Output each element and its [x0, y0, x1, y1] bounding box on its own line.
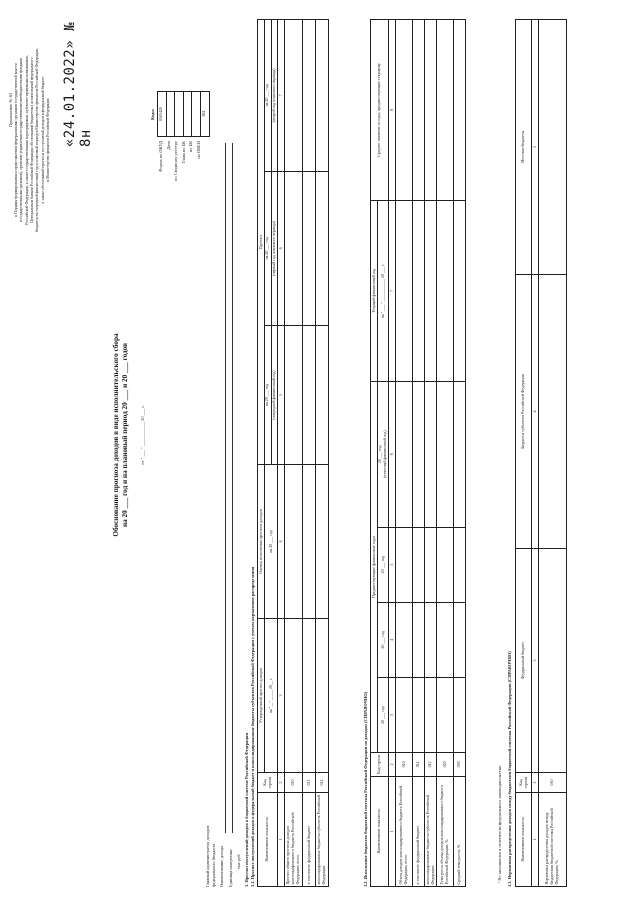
cell-text: Текущий финансовый год	[370, 268, 376, 313]
cell-text: Среднее значение за годы, предшествующие текущему	[376, 63, 382, 157]
table-row	[437, 20, 454, 887]
code-cell	[166, 92, 175, 137]
column-number: 4	[277, 540, 283, 543]
row-code: 020	[441, 761, 447, 768]
column-number: 8	[388, 109, 394, 111]
column-number: 7	[388, 289, 394, 292]
row-name: Нормативы распределения доходов между бюджетами бюджетной системы Российской Федерации, %	[544, 808, 559, 885]
execution-table	[370, 19, 466, 887]
form-subtitle: на 20 ___ год и на плановый период 20 ___ и 20 ___ годов	[121, 343, 129, 527]
column-number: 6	[388, 453, 394, 456]
code-label: по БК	[188, 141, 194, 153]
stamp-date: «24.01.2022» № 8н	[62, 21, 94, 147]
cell-text: Наименование показателя	[264, 817, 270, 862]
column-number: 5	[277, 393, 283, 396]
cell-text: Федеральный бюджет	[520, 641, 526, 680]
table-row	[316, 20, 329, 887]
form-date-line: от " ___ " ___________ 20 ___ г.	[140, 405, 145, 465]
cell-text: Утвержденный прогноз доходов	[257, 668, 263, 723]
codes-row	[192, 92, 201, 137]
cell-text: Местные бюджеты	[520, 130, 526, 164]
column-number: 1	[277, 838, 283, 841]
cell-text: на 20 ___ год	[264, 84, 270, 107]
section-1-1-title: 1.1. Прогноз поступлений доходов в федеральный бюджет и консолидированные бюджеты субъектов Российской Федерации с учетом нормативов распределения	[250, 566, 255, 887]
column-number: 1	[388, 830, 394, 833]
row-code: 011	[415, 761, 421, 768]
cell-text: Код строки	[376, 754, 382, 774]
row-code: 010	[548, 779, 554, 786]
table-row	[425, 20, 437, 887]
header-field-label: Главный администратор доходов	[205, 825, 210, 887]
appendix-number: Приложение № 63	[8, 92, 13, 128]
row-name: Темп роста объема доходов консолидированного бюджета Российской Федерации, %	[439, 785, 450, 885]
column-number: 4	[388, 638, 394, 641]
row-code: 010	[400, 761, 406, 768]
cell-text: Прогноз	[257, 234, 263, 250]
column-number: 2	[388, 763, 394, 766]
codes-row	[166, 92, 175, 137]
codes-header: Коды	[150, 109, 155, 120]
cell-text: (очередной финансовый год)	[271, 370, 277, 420]
appendix-line: Российской Федерации, а также государственными корпорациями, публично-правовыми компаниями,	[24, 55, 29, 225]
codes-row	[200, 92, 209, 137]
appendix-line: бюджета на очередной финансовый год и плановый период в Министерство финансов Российской Федерации,	[35, 48, 40, 232]
cell-text: (второй год планового периода)	[271, 68, 277, 123]
table-row	[454, 20, 466, 887]
codes-row	[175, 92, 184, 137]
norms-table	[515, 19, 567, 887]
row-name: консолидированные бюджеты субъектов Российской Федерации	[316, 794, 327, 885]
code-cell	[192, 92, 201, 137]
footnote: ¹ Не заполняется в отчетности федерального законодательства.	[497, 765, 502, 883]
column-number: 5	[531, 146, 537, 148]
codes-row	[183, 92, 192, 137]
column-number: 2	[531, 781, 537, 784]
column-number: 3	[277, 694, 283, 697]
cell-text: на " ___ " ___________ 20 ___ г.	[379, 263, 385, 319]
code-label: Форма по ОКУД	[158, 141, 163, 172]
row-name: Прогноз общего прогноза доходов консолидированного бюджета Российской Федерации, всего	[285, 812, 301, 885]
appendix-line: к Порядку формирования и представления федеральными органами государственной власти	[14, 63, 18, 217]
code-cell	[158, 92, 167, 137]
section-1-3-title: 1.3. Нормативы распределения доходов между бюджетами бюджетной системы Российской Федерации (СПРАВОЧНО)	[507, 651, 512, 887]
table-row	[303, 20, 316, 887]
row-code: 012	[318, 779, 324, 786]
appendix-line: а также обоснований прогноза поступлений доходов в федеральный бюджет	[40, 76, 45, 204]
cell-text: Наименование показателя	[520, 817, 526, 862]
cell-text: на "__" _____ 20__ г.	[267, 677, 273, 714]
row-name: Средний темп роста, %	[456, 844, 462, 885]
header-field-line	[232, 143, 233, 833]
column-number: 5	[388, 563, 394, 566]
cell-text: Код строки	[517, 776, 528, 789]
code-value: 0505420	[158, 107, 164, 121]
column-number: 7	[277, 94, 283, 97]
code-cell	[175, 92, 184, 137]
header-field-label: Единица измерения:	[228, 848, 233, 887]
row-name: консолидированные бюджеты субъектов Российской Федерации	[424, 794, 435, 885]
codes-row	[158, 92, 167, 137]
cell-text: (первый год планового периода)	[271, 220, 277, 276]
table-row	[413, 20, 425, 887]
unit-value: тыс.руб	[236, 854, 241, 869]
cell-text: (отчетный финансовый год)	[382, 430, 388, 479]
appendix-line: (государственными органами), органами управления государственными внебюджетными фондами	[19, 58, 24, 222]
column-number: 3	[531, 659, 537, 662]
forecast-table	[257, 19, 329, 887]
row-name: Объем доходов консолидированного бюджета Российской Федерации, всего	[398, 785, 409, 885]
cell-text: на 20 ___ год	[264, 383, 270, 407]
cell-text: на 20 ___ год	[264, 237, 270, 260]
section-1-2-title: 1.2. Исполнение бюджетов бюджетной системы Российской Федерации по доходам (СПРАВОЧНО)	[363, 691, 368, 887]
code-cell	[200, 92, 209, 137]
table-row	[538, 20, 566, 887]
header-field-label: Наименование дохода	[219, 845, 224, 887]
cell-text: 20 ___ год	[379, 706, 385, 724]
code-label: по Сводному реестру	[173, 141, 179, 181]
row-code: 011	[305, 779, 311, 786]
codes-table	[157, 91, 210, 137]
row-code: 012	[427, 761, 433, 768]
appendix-line: в Министерство финансов Российской Федерации	[45, 98, 50, 182]
code-label: Дата	[165, 141, 171, 150]
code-cell	[183, 92, 192, 137]
column-number: 3	[388, 714, 394, 717]
row-code: 030	[456, 761, 462, 768]
form-title: Обоснование прогноза доходов в виде исполнительского сбора	[112, 333, 120, 537]
cell-text: 20 ___ год	[377, 445, 383, 463]
column-number: 6	[277, 247, 283, 250]
cell-text: Оценка исполнения прогноза доходов	[257, 509, 263, 574]
code-label: по ОКЕИ	[196, 141, 201, 159]
row-code: 010	[290, 779, 296, 786]
appendix-line: Центральным банком Российской Федерации обоснований бюджетных ассигнований федерального	[29, 57, 34, 223]
code-value: 384	[201, 111, 207, 117]
column-number: 1	[531, 838, 537, 841]
cell-text: Код строки	[261, 776, 272, 789]
cell-text: Бюджеты субъектов Российской Федерации	[520, 374, 526, 449]
column-number: 4	[531, 410, 537, 413]
cell-text: на 20 ___ год	[267, 530, 273, 553]
column-number: 2	[277, 781, 283, 784]
table-row	[285, 20, 303, 887]
cell-text: 20 ___ год	[379, 555, 385, 574]
cell-text: 20 ___ год	[379, 631, 385, 649]
cell-text: Предшествующие финансовые годы	[370, 536, 376, 598]
cell-text: Наименование показателя	[376, 809, 382, 854]
table-row	[396, 20, 413, 887]
header-field-label: федерального бюджета	[211, 843, 216, 887]
row-name: в том числе: федеральный бюджет	[415, 825, 421, 885]
header-field-line	[225, 143, 226, 833]
code-label: Глава по БК	[180, 141, 186, 164]
section-1-title: 1. Прогноз поступлений доходов в бюджетной системе Российской Федерации	[244, 733, 249, 887]
row-name: в том числе: федеральный бюджет	[305, 825, 311, 885]
